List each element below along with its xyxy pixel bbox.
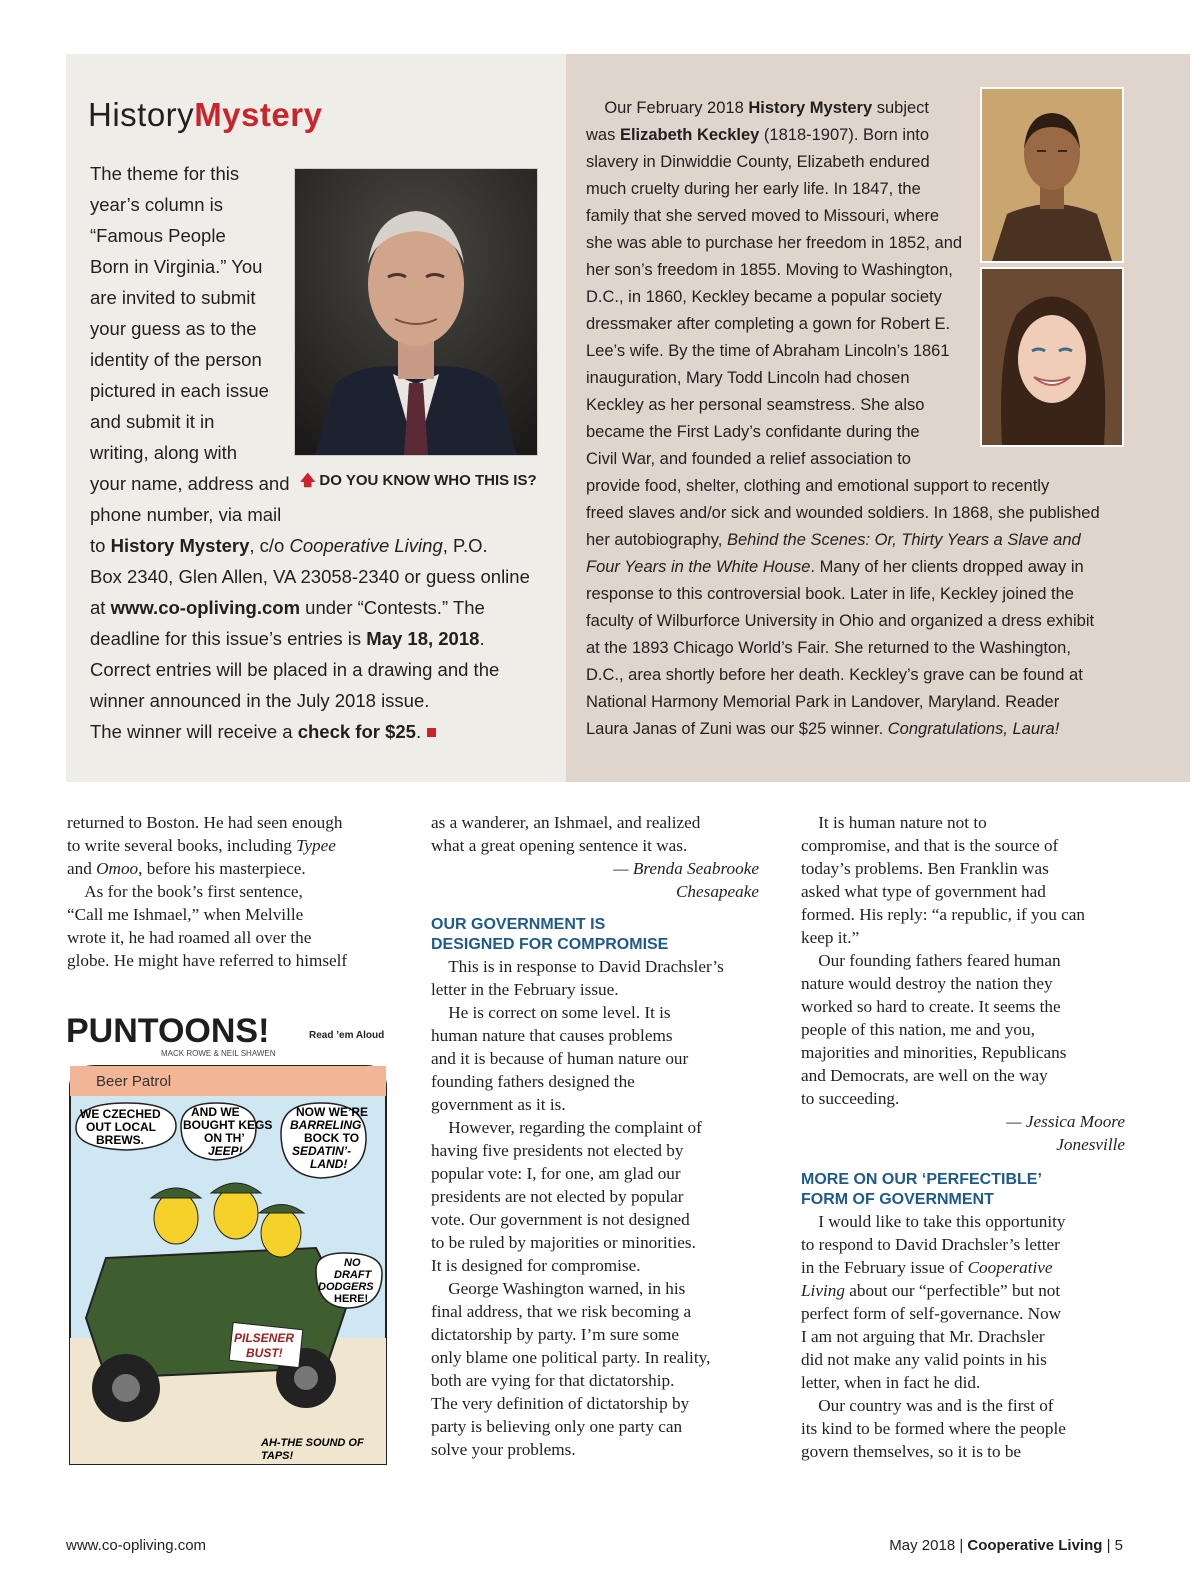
section-title: HistoryMystery	[88, 96, 323, 133]
contest-instructions: The theme for this year’s column is “Famous People Born in Virginia.” You are invited to submit your guess as to the identity of the person pictured in each issue and submit it in writing, along with your name, address and phone number, via mail to History Mystery, c/o Cooperative Living, P.O. Box 2340, Glen Allen, VA 23058-2340 or guess online at www.co-opliving.com under “Contests.” The deadline for this issue’s entries is May 18, 2018. Correct entries will be placed in a drawing and the winner announced in the July 2018 issue. The winner will receive a check for $25.	[90, 163, 530, 742]
mystery-caption: 🡅 DO YOU KNOW WHO THIS IS?	[300, 472, 537, 489]
bubble-3-line-5: LAND!	[310, 1157, 348, 1171]
website-link[interactable]: www.co-opliving.com	[110, 597, 301, 618]
signature-place: Chesapeake	[675, 882, 759, 901]
sign-line-1: NO	[344, 1257, 361, 1269]
letter-heading: FORM OF GOVERNMENT	[801, 1191, 994, 1208]
cartoon-brand: PUNTOONS!	[66, 1012, 270, 1050]
puntoons-cartoon	[66, 1008, 390, 1468]
letters-column-1: returned to Boston. He had seen enough to write several books, including Typee and Omoo, before his masterpiece. As for the book’s first sentence, “Call me Ishmael,” when Melville wrote it, he had roamed all over the globe. He might have referred to himself	[67, 813, 348, 970]
bubble-3-line-2: BARRELING	[290, 1118, 362, 1132]
bubble-3-line-1: NOW WE’RE	[296, 1105, 368, 1119]
bubble-1-line-3: BREWS.	[96, 1133, 144, 1147]
sign-line-2: DRAFT	[334, 1269, 372, 1281]
end-mark	[427, 728, 436, 737]
sign-line-3: DODGERS	[318, 1281, 374, 1293]
letter-heading: MORE ON OUR ‘PERFECTIBLE’	[801, 1171, 1042, 1188]
jeep-sign-line-1: PILSENER	[234, 1331, 295, 1345]
letter-heading: DESIGNED FOR COMPROMISE	[431, 936, 669, 953]
keckley-portrait	[980, 87, 1124, 263]
letters-column-2: as a wanderer, an Ishmael, and realized what a great opening sentence it was. — Brenda Seabrooke Chesapeake OUR GOVERNMENT IS DESIGNED FOR COMPROMISE This is in response to David Drachsler’s letter in the February issue. He is correct on some level. It is human nature that causes problems and it is because of human nature our founding fathers designed the government as it is. However, regarding the complaint of having five presidents not elected by popular vote: I, for one, am glad our presidents are not elected by popular vote. Our government is not designed to be ruled by majorities or minorities. It is designed for compromise. George Washington warned, in his final address, that we risk becoming a dictatorship by party. I’m sure some only blame one political party. In reality, both are vying for that dictatorship. The very definition of dictatorship by party is believing only one party can solve your problems.	[431, 813, 759, 1459]
bubble-3-line-3: BOCK TO	[304, 1131, 360, 1145]
bubble-2-line-4: JEEP!	[208, 1144, 243, 1158]
cartoon-strip-title: Beer Patrol	[96, 1073, 172, 1090]
arrow-up-icon: 🡅	[300, 472, 316, 489]
bubble-1-line-2: OUT LOCAL	[86, 1120, 156, 1134]
sign-line-4: HERE!	[334, 1293, 369, 1305]
bubble-3-line-4: SEDATIN’-	[292, 1144, 352, 1158]
mystery-person-photo	[294, 168, 538, 456]
taps-line-2: TAPS!	[261, 1450, 294, 1462]
footer-url[interactable]: www.co-opliving.com	[66, 1537, 207, 1554]
letters-column-3: It is human nature not to compromise, and that is the source of today’s problems. Ben Franklin was asked what type of government had formed. His reply: “a republic, if you can keep it.” Our founding fathers feared human nature would destroy the nation they worked so hard to create. It seems the people of this nation, me and you, majorities and minorities, Republicans and Democrats, are well on the way to succeeding. — Jessica Moore Jonesville MORE ON OUR ‘PERFECTIBLE’ FORM OF GOVERNMENT I would like to take this opportunity to respond to David Drachsler’s letter in the February issue of Cooperative Living about our “perfectible” but not perfect form of self-governance. Now I am not arguing that Mr. Drachsler did not make any valid points in his letter, when in fact he did. Our country was and is the first of its kind to be formed where the people govern themselves, so it is to be	[801, 813, 1125, 1461]
taps-line-1: AH-THE SOUND OF	[261, 1437, 364, 1449]
bubble-2-line-1: AND WE	[191, 1105, 240, 1119]
bubble-2-line-3: ON TH’	[204, 1131, 245, 1145]
cartoon-tagline: Read ’em Aloud	[309, 1030, 385, 1041]
jeep-sign-line-2: BUST!	[246, 1346, 283, 1360]
winner-photo	[980, 267, 1124, 447]
footer-folio: May 2018 | Cooperative Living | 5	[889, 1537, 1123, 1554]
signature-name: — Brenda Seabrooke	[613, 859, 759, 878]
signature-place: Jonesville	[1056, 1135, 1125, 1154]
letter-heading: OUR GOVERNMENT IS	[431, 916, 606, 933]
bubble-1-line-1: WE CZECHED	[80, 1107, 161, 1121]
previous-answer-text: Our February 2018 History Mystery subject was Elizabeth Keckley (1818-1907). Born into slavery in Dinwiddie County, Elizabeth endured much cruelty during her early life. In 1847, the family that she served moved to Missouri, where she was able to purchase her freedom in 1852, and her son’s freedom in 1855. Moving to Washington, D.C., in 1860, Keckley became a popular society dressmaker after completing a gown for Robert E. Lee’s wife. By the time of Abraham Lincoln’s 1861 inauguration, Mary Todd Lincoln had chosen Keckley as her personal seamstress. She also became the First Lady’s confidante during the Civil War, and founded a relief association to provide food, shelter, clothing and emotional support to recently freed slaves and/or sick and wounded soldiers. In 1868, she published her autobiography, Behind the Scenes: Or, Thirty Years a Slave and Four Years in the White House. Many of her clients dropped away in response to this controversial book. Later in life, Keckley joined the faculty of Wilburforce University in Ohio and organized a dress exhibit at the 1893 Chicago World’s Fair. She returned to the Washington, D.C., area shortly before her death. Keckley’s grave can be found at National Harmony Memorial Park in Landover, Maryland. Reader Laura Janas of Zuni was our $25 winner. Congratulations, Laura!	[586, 99, 1100, 738]
cartoon-credit: MACK ROWE & NEIL SHAWEN	[161, 1049, 276, 1058]
signature-name: — Jessica Moore	[1006, 1112, 1125, 1131]
bubble-2-line-2: BOUGHT KEGS	[183, 1118, 273, 1132]
